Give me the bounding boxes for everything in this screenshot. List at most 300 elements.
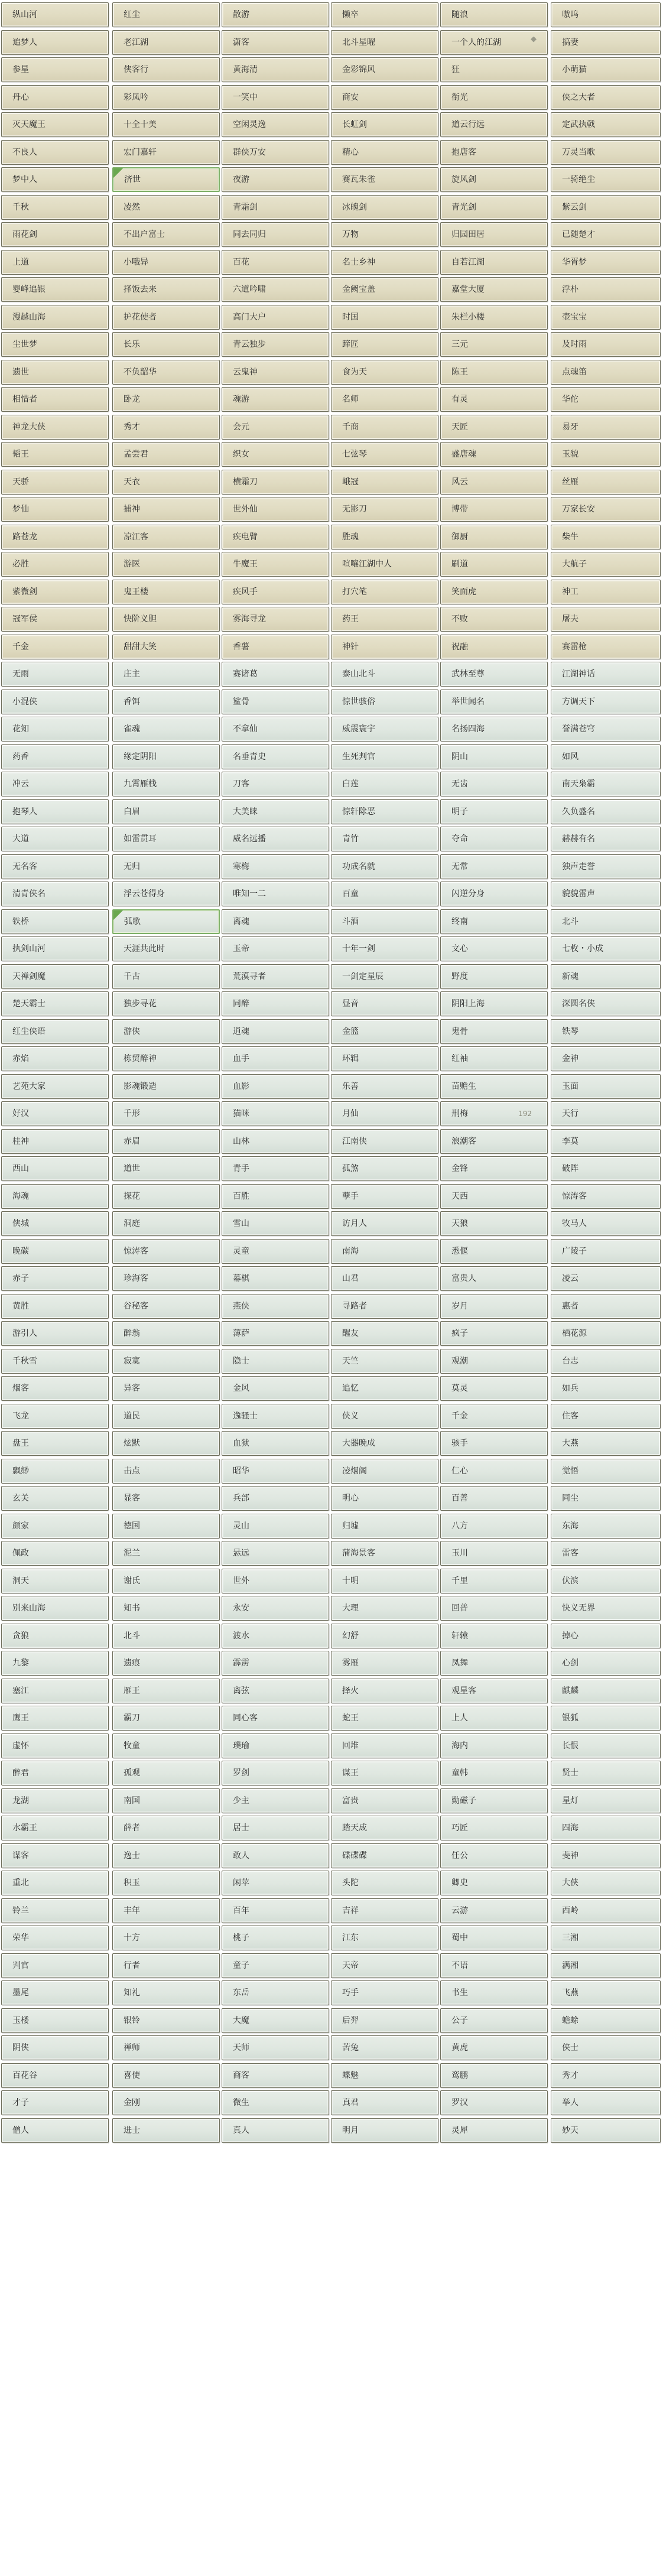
title-tile[interactable] [440,964,548,989]
title-tile[interactable] [1,1569,109,1593]
title-tile[interactable] [331,250,438,275]
title-tile[interactable] [1,1156,109,1181]
title-tile[interactable] [112,1541,220,1566]
title-tile[interactable] [222,250,329,275]
title-tile[interactable] [440,1514,548,1539]
title-tile[interactable] [331,1294,438,1319]
title-tile[interactable] [440,1761,548,1785]
title-tile[interactable] [1,1898,109,1923]
title-tile[interactable] [551,1843,661,1868]
title-tile[interactable] [551,277,661,302]
title-tile[interactable] [222,1431,329,1456]
title-tile[interactable] [222,580,329,604]
title-tile[interactable] [222,222,329,247]
title-tile[interactable] [440,1184,548,1209]
title-tile[interactable] [551,799,661,824]
title-tile[interactable] [331,442,438,467]
title-tile[interactable] [222,1266,329,1291]
title-tile[interactable] [331,1101,438,1126]
title-tile[interactable] [551,1541,661,1566]
title-tile[interactable] [1,1184,109,1209]
title-tile[interactable] [222,1843,329,1868]
title-tile[interactable] [112,332,220,357]
title-tile[interactable] [112,1651,220,1676]
title-tile[interactable] [440,2063,548,2088]
title-tile[interactable] [551,1898,661,1923]
title-tile[interactable] [1,799,109,824]
title-tile[interactable] [551,991,661,1016]
title-tile[interactable] [440,1376,548,1401]
title-tile[interactable] [331,30,438,55]
title-tile[interactable] [222,827,329,851]
title-tile[interactable] [112,1129,220,1154]
title-tile[interactable] [551,2118,661,2143]
title-tile[interactable] [222,909,329,934]
title-tile[interactable] [222,717,329,741]
title-tile[interactable] [551,442,661,467]
title-tile[interactable] [331,1321,438,1346]
title-tile[interactable] [331,2090,438,2115]
title-tile[interactable] [222,991,329,1016]
title-tile[interactable] [1,1404,109,1429]
title-tile[interactable] [551,1679,661,1703]
title-tile[interactable] [331,882,438,906]
title-tile[interactable] [331,1184,438,1209]
title-tile[interactable] [1,1376,109,1401]
title-tile[interactable] [1,2008,109,2033]
title-tile[interactable] [1,909,109,934]
title-tile[interactable] [1,1596,109,1621]
title-tile[interactable] [440,277,548,302]
title-tile[interactable] [1,1953,109,1978]
title-tile[interactable] [1,1431,109,1456]
title-tile[interactable] [112,1596,220,1621]
title-tile[interactable] [112,112,220,137]
title-tile[interactable] [440,305,548,330]
title-tile[interactable] [440,360,548,385]
title-tile[interactable] [1,854,109,879]
title-tile[interactable] [440,195,548,220]
title-tile[interactable] [112,580,220,604]
title-tile[interactable] [112,827,220,851]
title-tile[interactable] [112,1046,220,1071]
title-tile[interactable] [551,470,661,495]
title-tile[interactable] [331,580,438,604]
title-tile[interactable] [222,635,329,659]
title-tile[interactable] [440,1211,548,1236]
title-tile[interactable] [222,470,329,495]
title-tile[interactable] [440,1651,548,1676]
title-tile[interactable] [222,799,329,824]
title-tile[interactable] [112,1624,220,1648]
title-tile[interactable] [222,1129,329,1154]
title-tile[interactable] [112,1788,220,1813]
title-tile[interactable] [551,909,661,934]
title-tile[interactable] [112,360,220,385]
title-tile[interactable] [222,1321,329,1346]
title-tile[interactable] [222,140,329,165]
title-tile[interactable] [551,250,661,275]
title-tile[interactable] [1,580,109,604]
title-tile[interactable] [551,112,661,137]
title-tile[interactable] [222,1624,329,1648]
title-tile[interactable] [222,1980,329,2005]
title-tile[interactable] [1,2118,109,2143]
title-tile[interactable] [112,167,220,192]
title-tile[interactable] [551,525,661,549]
title-tile[interactable] [551,1266,661,1291]
title-tile[interactable] [222,1376,329,1401]
title-tile[interactable] [440,57,548,82]
title-tile[interactable] [1,2035,109,2060]
title-tile[interactable] [440,1101,548,1126]
title-tile[interactable] [112,85,220,110]
title-tile[interactable] [112,2035,220,2060]
title-tile[interactable] [551,1459,661,1484]
title-tile[interactable] [112,497,220,522]
title-tile[interactable] [1,57,109,82]
title-tile[interactable] [551,1156,661,1181]
title-tile[interactable] [331,964,438,989]
title-tile[interactable] [331,140,438,165]
title-tile[interactable] [551,1706,661,1731]
title-tile[interactable] [440,415,548,440]
title-tile[interactable] [440,991,548,1016]
title-tile[interactable] [331,1459,438,1484]
title-tile[interactable] [222,30,329,55]
title-tile[interactable] [440,854,548,879]
title-tile[interactable] [331,1733,438,1758]
title-tile[interactable] [551,497,661,522]
title-tile[interactable] [551,30,661,55]
title-tile[interactable] [112,635,220,659]
title-tile[interactable] [112,1898,220,1923]
title-tile[interactable] [551,662,661,687]
title-tile[interactable] [331,909,438,934]
title-tile[interactable] [551,635,661,659]
title-tile[interactable] [112,1404,220,1429]
title-tile[interactable] [1,1733,109,1758]
title-tile[interactable] [222,2,329,27]
title-tile[interactable] [112,1101,220,1126]
title-tile[interactable] [1,525,109,549]
title-tile[interactable] [1,140,109,165]
title-tile[interactable] [331,167,438,192]
title-tile[interactable] [440,744,548,769]
title-tile[interactable] [112,1733,220,1758]
title-tile[interactable] [1,1871,109,1895]
title-tile[interactable] [440,882,548,906]
title-tile[interactable] [440,332,548,357]
title-tile[interactable] [112,195,220,220]
title-tile[interactable] [551,1624,661,1648]
title-tile[interactable] [1,1926,109,1950]
title-tile[interactable] [112,1431,220,1456]
title-tile[interactable] [112,1569,220,1593]
title-tile[interactable] [551,964,661,989]
title-tile[interactable] [440,1898,548,1923]
title-tile[interactable] [112,1459,220,1484]
title-tile[interactable] [331,1486,438,1511]
title-tile[interactable] [331,1431,438,1456]
title-tile[interactable] [551,1486,661,1511]
title-tile[interactable] [331,2118,438,2143]
title-tile[interactable] [551,2,661,27]
title-tile[interactable] [440,442,548,467]
title-tile[interactable] [440,772,548,796]
title-tile[interactable] [1,305,109,330]
title-tile[interactable] [331,112,438,137]
title-tile[interactable] [1,2063,109,2088]
title-tile[interactable] [551,305,661,330]
title-tile[interactable] [222,1569,329,1593]
title-tile[interactable] [222,112,329,137]
title-tile[interactable] [112,1266,220,1291]
title-tile[interactable] [331,1898,438,1923]
title-tile[interactable] [331,1541,438,1566]
title-tile[interactable] [551,1651,661,1676]
title-tile[interactable] [440,1733,548,1758]
title-tile[interactable] [551,1404,661,1429]
title-tile[interactable] [222,85,329,110]
title-tile[interactable] [112,799,220,824]
title-tile[interactable] [551,717,661,741]
title-tile[interactable] [222,2008,329,2033]
title-tile[interactable] [1,387,109,412]
title-tile[interactable] [222,1706,329,1731]
title-tile[interactable] [1,442,109,467]
title-tile[interactable] [331,772,438,796]
title-tile[interactable] [440,1980,548,2005]
title-tile[interactable] [222,57,329,82]
title-tile[interactable] [440,662,548,687]
title-tile[interactable] [1,1211,109,1236]
title-tile[interactable] [331,607,438,632]
title-tile[interactable] [222,1514,329,1539]
title-tile[interactable] [551,827,661,851]
title-tile[interactable] [551,1926,661,1950]
title-tile[interactable] [440,1431,548,1456]
title-tile[interactable] [331,332,438,357]
title-tile[interactable] [112,1980,220,2005]
title-tile[interactable] [440,1046,548,1071]
title-tile[interactable] [331,1624,438,1648]
title-tile[interactable] [551,415,661,440]
title-tile[interactable] [331,360,438,385]
title-tile[interactable] [222,552,329,577]
title-tile[interactable] [222,1239,329,1264]
title-tile[interactable] [551,1101,661,1126]
title-tile[interactable] [551,195,661,220]
title-tile[interactable] [222,1871,329,1895]
title-tile[interactable] [440,387,548,412]
title-tile[interactable] [112,552,220,577]
title-tile[interactable] [331,854,438,879]
title-tile[interactable] [440,2118,548,2143]
title-tile[interactable] [112,305,220,330]
title-tile[interactable] [112,936,220,961]
title-tile[interactable] [1,744,109,769]
title-tile[interactable] [112,689,220,714]
title-tile[interactable] [440,717,548,741]
title-tile[interactable] [551,1733,661,1758]
title-tile[interactable] [1,936,109,961]
title-tile[interactable] [1,415,109,440]
title-tile[interactable] [331,387,438,412]
title-tile[interactable] [331,1980,438,2005]
title-tile[interactable] [331,1679,438,1703]
title-tile[interactable] [331,1843,438,1868]
title-tile[interactable] [112,1349,220,1374]
title-tile[interactable] [1,167,109,192]
title-tile[interactable] [1,882,109,906]
title-tile[interactable] [331,1788,438,1813]
title-tile[interactable] [331,1349,438,1374]
title-tile[interactable] [222,1184,329,1209]
title-tile[interactable] [222,277,329,302]
title-tile[interactable] [551,1953,661,1978]
title-tile[interactable] [1,1321,109,1346]
title-tile[interactable] [331,991,438,1016]
title-tile[interactable] [1,1816,109,1840]
title-tile[interactable] [331,1816,438,1840]
title-tile[interactable] [222,497,329,522]
title-tile[interactable] [112,277,220,302]
title-tile[interactable] [551,1321,661,1346]
title-tile[interactable] [1,1294,109,1319]
title-tile[interactable] [222,689,329,714]
title-tile[interactable] [551,222,661,247]
title-tile[interactable] [1,1349,109,1374]
title-tile[interactable] [331,497,438,522]
title-tile[interactable] [440,112,548,137]
title-tile[interactable] [1,497,109,522]
title-tile[interactable] [112,1239,220,1264]
title-tile[interactable] [551,1376,661,1401]
title-tile[interactable] [551,607,661,632]
title-tile[interactable] [112,964,220,989]
title-tile[interactable] [1,662,109,687]
title-tile[interactable] [1,2,109,27]
title-tile[interactable] [222,1046,329,1071]
title-tile[interactable] [551,689,661,714]
title-tile[interactable] [440,1788,548,1813]
title-tile[interactable] [112,854,220,879]
title-tile[interactable] [331,1596,438,1621]
title-tile[interactable] [551,744,661,769]
title-tile[interactable] [1,1486,109,1511]
title-tile[interactable] [440,909,548,934]
title-tile[interactable] [222,1404,329,1429]
title-tile[interactable] [331,525,438,549]
title-tile[interactable] [551,85,661,110]
title-tile[interactable] [1,827,109,851]
title-tile[interactable] [112,1706,220,1731]
title-tile[interactable] [331,1266,438,1291]
title-tile[interactable] [440,2090,548,2115]
title-tile[interactable] [331,1074,438,1099]
title-tile[interactable] [222,1211,329,1236]
title-tile[interactable] [222,1953,329,1978]
title-tile[interactable] [551,936,661,961]
title-tile[interactable] [222,1294,329,1319]
title-tile[interactable] [331,1953,438,1978]
title-tile[interactable] [331,195,438,220]
title-tile[interactable] [440,1596,548,1621]
title-tile[interactable] [1,250,109,275]
title-tile[interactable] [112,1761,220,1785]
title-tile[interactable] [1,991,109,1016]
title-tile[interactable] [331,85,438,110]
title-tile[interactable] [331,1156,438,1181]
title-tile[interactable] [1,1019,109,1044]
title-tile[interactable] [1,607,109,632]
title-tile[interactable] [112,250,220,275]
title-tile[interactable] [1,30,109,55]
title-tile[interactable] [112,607,220,632]
title-tile[interactable] [112,744,220,769]
title-tile[interactable] [222,1349,329,1374]
title-tile[interactable] [440,1706,548,1731]
title-tile[interactable] [1,470,109,495]
title-tile[interactable] [112,470,220,495]
title-tile[interactable] [551,1816,661,1840]
title-tile[interactable] [551,1129,661,1154]
title-tile[interactable] [551,2008,661,2033]
title-tile[interactable] [440,689,548,714]
title-tile[interactable] [331,717,438,741]
title-tile[interactable] [331,662,438,687]
title-tile[interactable] [222,1541,329,1566]
title-tile[interactable] [1,1679,109,1703]
title-tile[interactable] [331,1019,438,1044]
title-tile[interactable] [112,2090,220,2115]
title-tile[interactable] [331,1761,438,1785]
title-tile[interactable] [112,1486,220,1511]
title-tile[interactable] [331,2063,438,2088]
title-tile[interactable] [1,964,109,989]
title-tile[interactable] [112,2118,220,2143]
title-tile[interactable] [112,1321,220,1346]
title-tile[interactable] [440,1541,548,1566]
title-tile[interactable] [331,277,438,302]
title-tile[interactable] [551,580,661,604]
title-tile[interactable] [331,1514,438,1539]
title-tile[interactable] [551,552,661,577]
title-tile[interactable] [331,744,438,769]
title-tile[interactable] [1,1101,109,1126]
title-tile[interactable] [331,1404,438,1429]
title-tile[interactable] [440,1156,548,1181]
title-tile[interactable] [222,1788,329,1813]
title-tile[interactable] [331,2008,438,2033]
title-tile[interactable] [440,1349,548,1374]
title-tile[interactable] [222,2090,329,2115]
title-tile[interactable] [551,1294,661,1319]
title-tile[interactable] [222,525,329,549]
title-tile[interactable] [112,2063,220,2088]
title-tile[interactable] [112,772,220,796]
title-tile[interactable] [1,222,109,247]
title-tile[interactable] [112,662,220,687]
title-tile[interactable] [1,1129,109,1154]
title-tile[interactable] [1,635,109,659]
title-tile[interactable] [222,936,329,961]
title-tile[interactable] [440,85,548,110]
title-tile[interactable] [331,936,438,961]
title-tile[interactable] [331,1926,438,1950]
title-tile[interactable] [331,2,438,27]
